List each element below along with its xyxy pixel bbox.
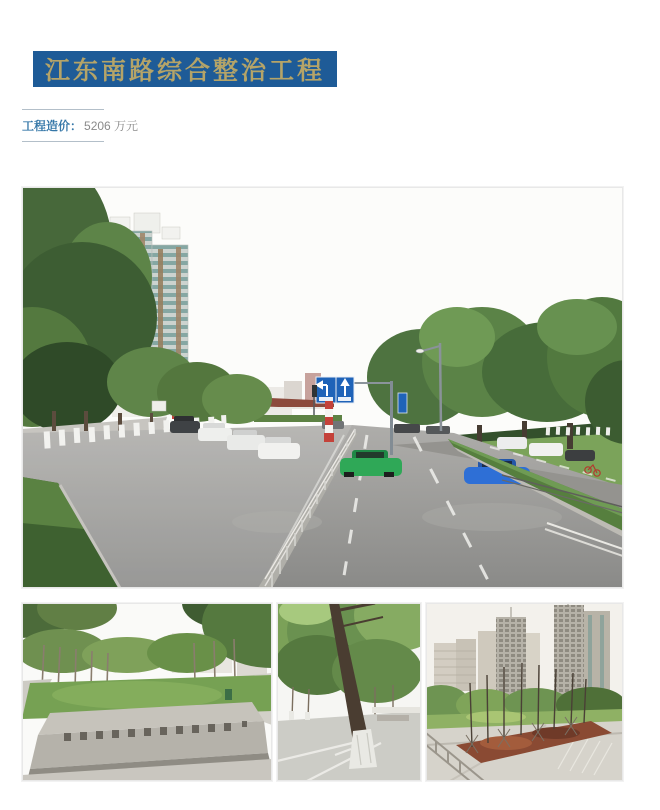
striped-gantry-pole (324, 401, 334, 442)
cost-label: 工程造价： (22, 119, 83, 133)
page-title: 江东南路综合整治工程 (44, 57, 325, 85)
residential-towers-photo (426, 603, 623, 781)
cost-divider-bottom (22, 141, 104, 142)
title-bar (33, 51, 337, 87)
park-road-photo (277, 603, 421, 781)
project-cost-block (22, 109, 142, 142)
main-road-photo (22, 187, 623, 588)
cost-value: 5206 万元 (84, 119, 139, 133)
park-monument-photo (22, 603, 272, 781)
cost-divider-top (22, 109, 104, 110)
